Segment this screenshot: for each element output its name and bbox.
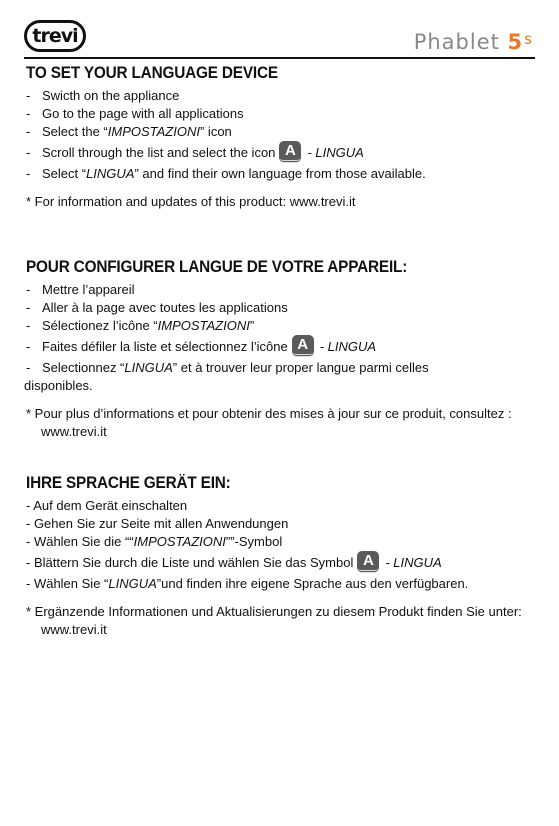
section-english — [26, 64, 536, 211]
list-item: - Selectionnez “LINGUA” et à trouver leur proper langue parmi celles — [26, 360, 429, 375]
section-title: POUR CONFIGURER LANGUE DE VOTRE APPAREIL: — [26, 258, 408, 276]
list-item: - Swicth on the appliance — [26, 88, 180, 103]
list-item: - Faites défiler la liste et sélectionnez l’icône A - LINGUA — [26, 335, 536, 359]
section-title: TO SET YOUR LANGUAGE DEVICE — [26, 64, 278, 82]
info-note — [26, 405, 536, 441]
list-item: - Blättern Sie durch die Liste und wählen Sie das Symbol A - LINGUA — [26, 551, 536, 575]
brand-logo: trevi — [24, 20, 86, 52]
list-item: - Select “LINGUA” and find their own language from those available. — [26, 166, 426, 181]
list-item: - Scroll through the list and select the icon A - LINGUA — [26, 141, 536, 165]
list-item: - Sélectionez l’icône “IMPOSTAZIONI” — [26, 318, 255, 333]
list-item: - Mettre l’appareil — [26, 282, 135, 297]
language-app-icon: A — [292, 335, 314, 357]
info-note: * For information and updates of this product: www.trevi.it — [26, 194, 356, 209]
product-name-text: Phablet — [413, 30, 500, 54]
page-header — [0, 0, 559, 62]
section-german — [26, 474, 536, 639]
list-item: - Go to the page with all applications — [26, 106, 244, 121]
info-note-text: * Pour plus d’informations et pour obtenir des mises à jour sur ce produit, consultez : — [26, 406, 512, 421]
header-divider — [24, 57, 535, 59]
info-note-text: * Ergänzende Informationen und Aktualisierungen zu diesem Produkt finden Sie unter: — [26, 604, 522, 619]
list-item: - Wählen Sie “LINGUA”und finden ihre eigene Sprache aus den verfügbaren. — [26, 576, 469, 591]
language-app-icon: A — [357, 551, 379, 573]
list-item: - Select the “IMPOSTAZIONI” icon — [26, 124, 232, 139]
info-note — [26, 603, 536, 639]
info-note-url: www.trevi.it — [41, 424, 107, 439]
section-french — [26, 258, 536, 441]
list-item: - Auf dem Gerät einschalten — [26, 498, 188, 513]
product-model: 5 — [507, 30, 524, 54]
product-name — [414, 32, 533, 53]
list-item-continuation: disponibles. — [24, 378, 93, 393]
info-note-url: www.trevi.it — [41, 622, 107, 637]
language-app-icon: A — [279, 141, 301, 163]
section-title: IHRE SPRACHE GERÄT EIN: — [26, 474, 231, 492]
list-item: - Gehen Sie zur Seite mit allen Anwendungen — [26, 516, 289, 531]
list-item: - Aller à la page avec toutes les applications — [26, 300, 288, 315]
list-item: - Wählen Sie die ““IMPOSTAZIONI””-Symbol — [26, 534, 283, 549]
product-model-sup: s — [524, 30, 533, 48]
